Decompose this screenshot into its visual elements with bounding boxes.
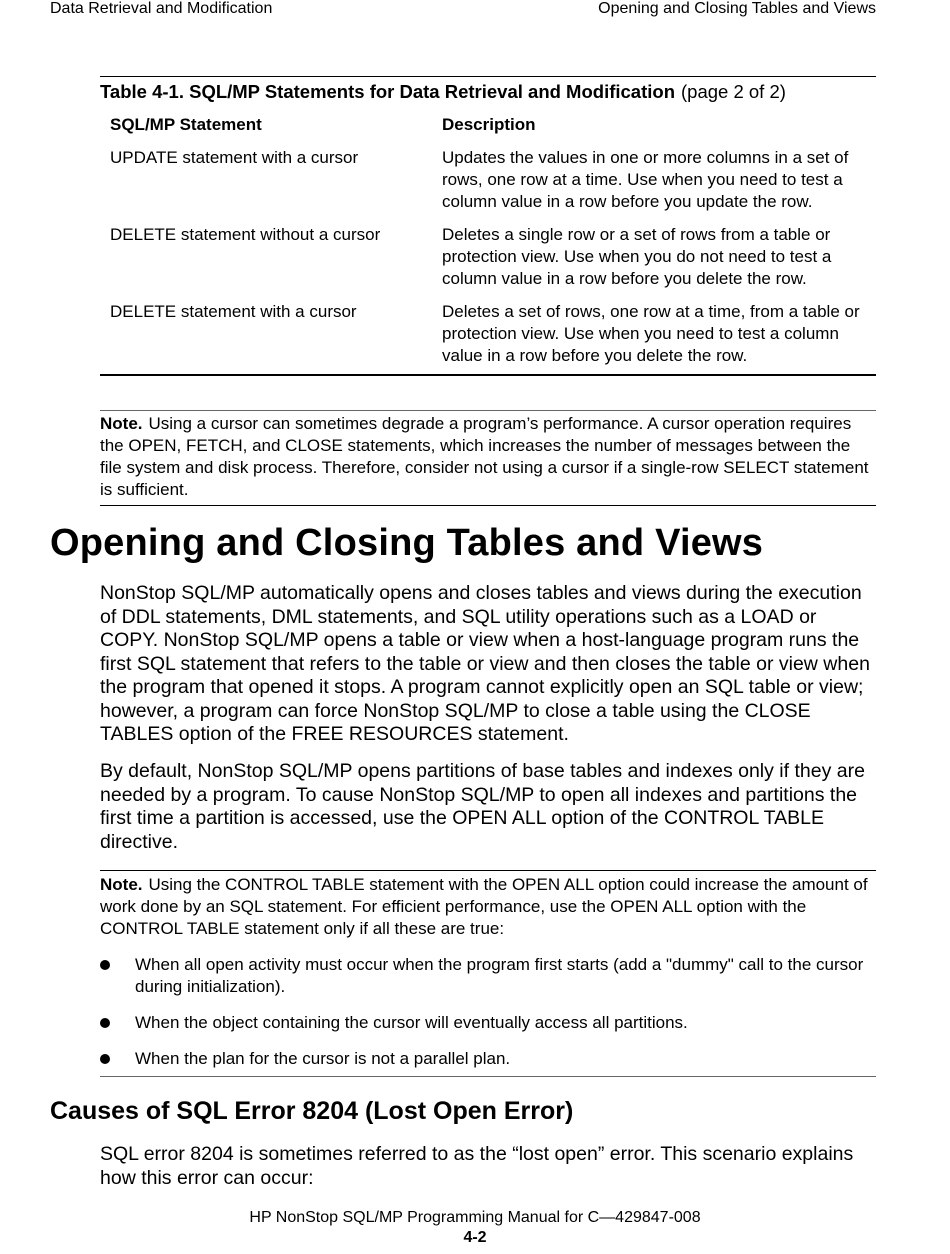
note-label: Note. [100,875,143,894]
conditions-list [100,954,876,1070]
column-header-description: Description [442,115,536,134]
section-paragraph-2 [100,760,876,854]
table-caption [100,79,876,105]
note-bottom-rule [100,1076,876,1077]
statement-cell: DELETE statement with a cursor [110,302,357,321]
section-title: Opening and Closing Tables and Views [50,522,764,564]
section-paragraph-1 [100,582,876,747]
paragraph-text: SQL error 8204 is sometimes referred to as the “lost open” error. This scenario explains how this error can occur: [100,1143,854,1189]
table-row [100,143,876,220]
list-item-text: When the object containing the cursor will eventually access all partitions. [135,1013,688,1032]
table-caption-title: Table 4-1. SQL/MP Statements for Data Retrieval and Modification [100,81,675,102]
table-page-info: (page 2 of 2) [681,81,786,102]
table-bottom-rule [100,374,876,376]
note-text: Using the CONTROL TABLE statement with the OPEN ALL option could increase the amount of work done by an SQL statement. For efficient performance, use the OPEN ALL option with the CONTROL TABLE statement only if all these are true: [100,875,868,938]
note-label: Note. [100,414,143,433]
note-body [100,411,876,505]
statement-cell: UPDATE statement with a cursor [110,148,359,167]
table-row [100,297,876,374]
subsection-title: Causes of SQL Error 8204 (Lost Open Error) [50,1097,574,1125]
description-cell: Deletes a single row or a set of rows from a table or protection view. Use when you do not need to test a column value in a row before you delete the row. [442,225,832,288]
list-item-text: When all open activity must occur when the program first starts (add a "dummy" call to the cursor during initialization). [135,955,864,996]
note-text: Using a cursor can sometimes degrade a program’s performance. A cursor operation requires the OPEN, FETCH, and CLOSE statements, which increases the number of messages between the file system and disk process. Therefore, consider not using a cursor if a single-row SELECT statement is sufficient. [100,414,869,499]
page-number: 4-2 [463,1229,487,1246]
list-item [100,954,876,998]
statement-cell: DELETE statement without a cursor [110,225,381,244]
description-cell: Updates the values in one or more columns in a set of rows, one row at a time. Use when you need to test a column value in a row before you update the row. [442,148,849,211]
table-header-row [100,105,876,143]
page-footer [0,1208,950,1248]
running-header [50,0,876,22]
cursor-performance-note [100,410,876,506]
list-item [100,1048,876,1070]
table-row [100,220,876,297]
header-right: Opening and Closing Tables and Views [598,0,876,17]
list-item-text: When the plan for the cursor is not a parallel plan. [135,1049,511,1068]
table-top-rule [100,76,876,77]
list-item [100,1012,876,1034]
paragraph-text: By default, NonStop SQL/MP opens partitions of base tables and indexes only if they are needed by a program. To cause NonStop SQL/MP to open all indexes and partitions the first time a partition is accessed, use the OPEN ALL option of the CONTROL TABLE directive. [100,760,865,853]
open-all-note [100,870,876,1077]
bullet-icon [100,960,110,970]
bullet-icon [100,1054,110,1064]
paragraph-text: NonStop SQL/MP automatically opens and closes tables and views during the execution of DDL statements, DML statements, and SQL utility operations such as a LOAD or COPY. NonStop SQL/MP opens a table or view when a host-language program runs the first SQL statement that refers to the table or view and then closes the table or view when the program that opened it stops. A program cannot explicitly open an SQL table or view; however, a program can force NonStop SQL/MP to close a table using the CLOSE TABLES option of the FREE RESOURCES statement. [100,582,870,745]
description-cell: Deletes a set of rows, one row at a time, from a table or protection view. Use when you need to test a column value in a row before you delete the row. [442,302,860,365]
subsection-paragraph [100,1143,876,1190]
statements-table-block [100,76,876,376]
bullet-icon [100,1018,110,1028]
column-header-statement: SQL/MP Statement [110,115,262,134]
note-body [100,871,876,944]
manual-title: HP NonStop SQL/MP Programming Manual for C—429847-008 [249,1209,701,1226]
statements-table [100,105,876,374]
header-left: Data Retrieval and Modification [50,0,273,17]
note-bottom-rule [100,505,876,506]
